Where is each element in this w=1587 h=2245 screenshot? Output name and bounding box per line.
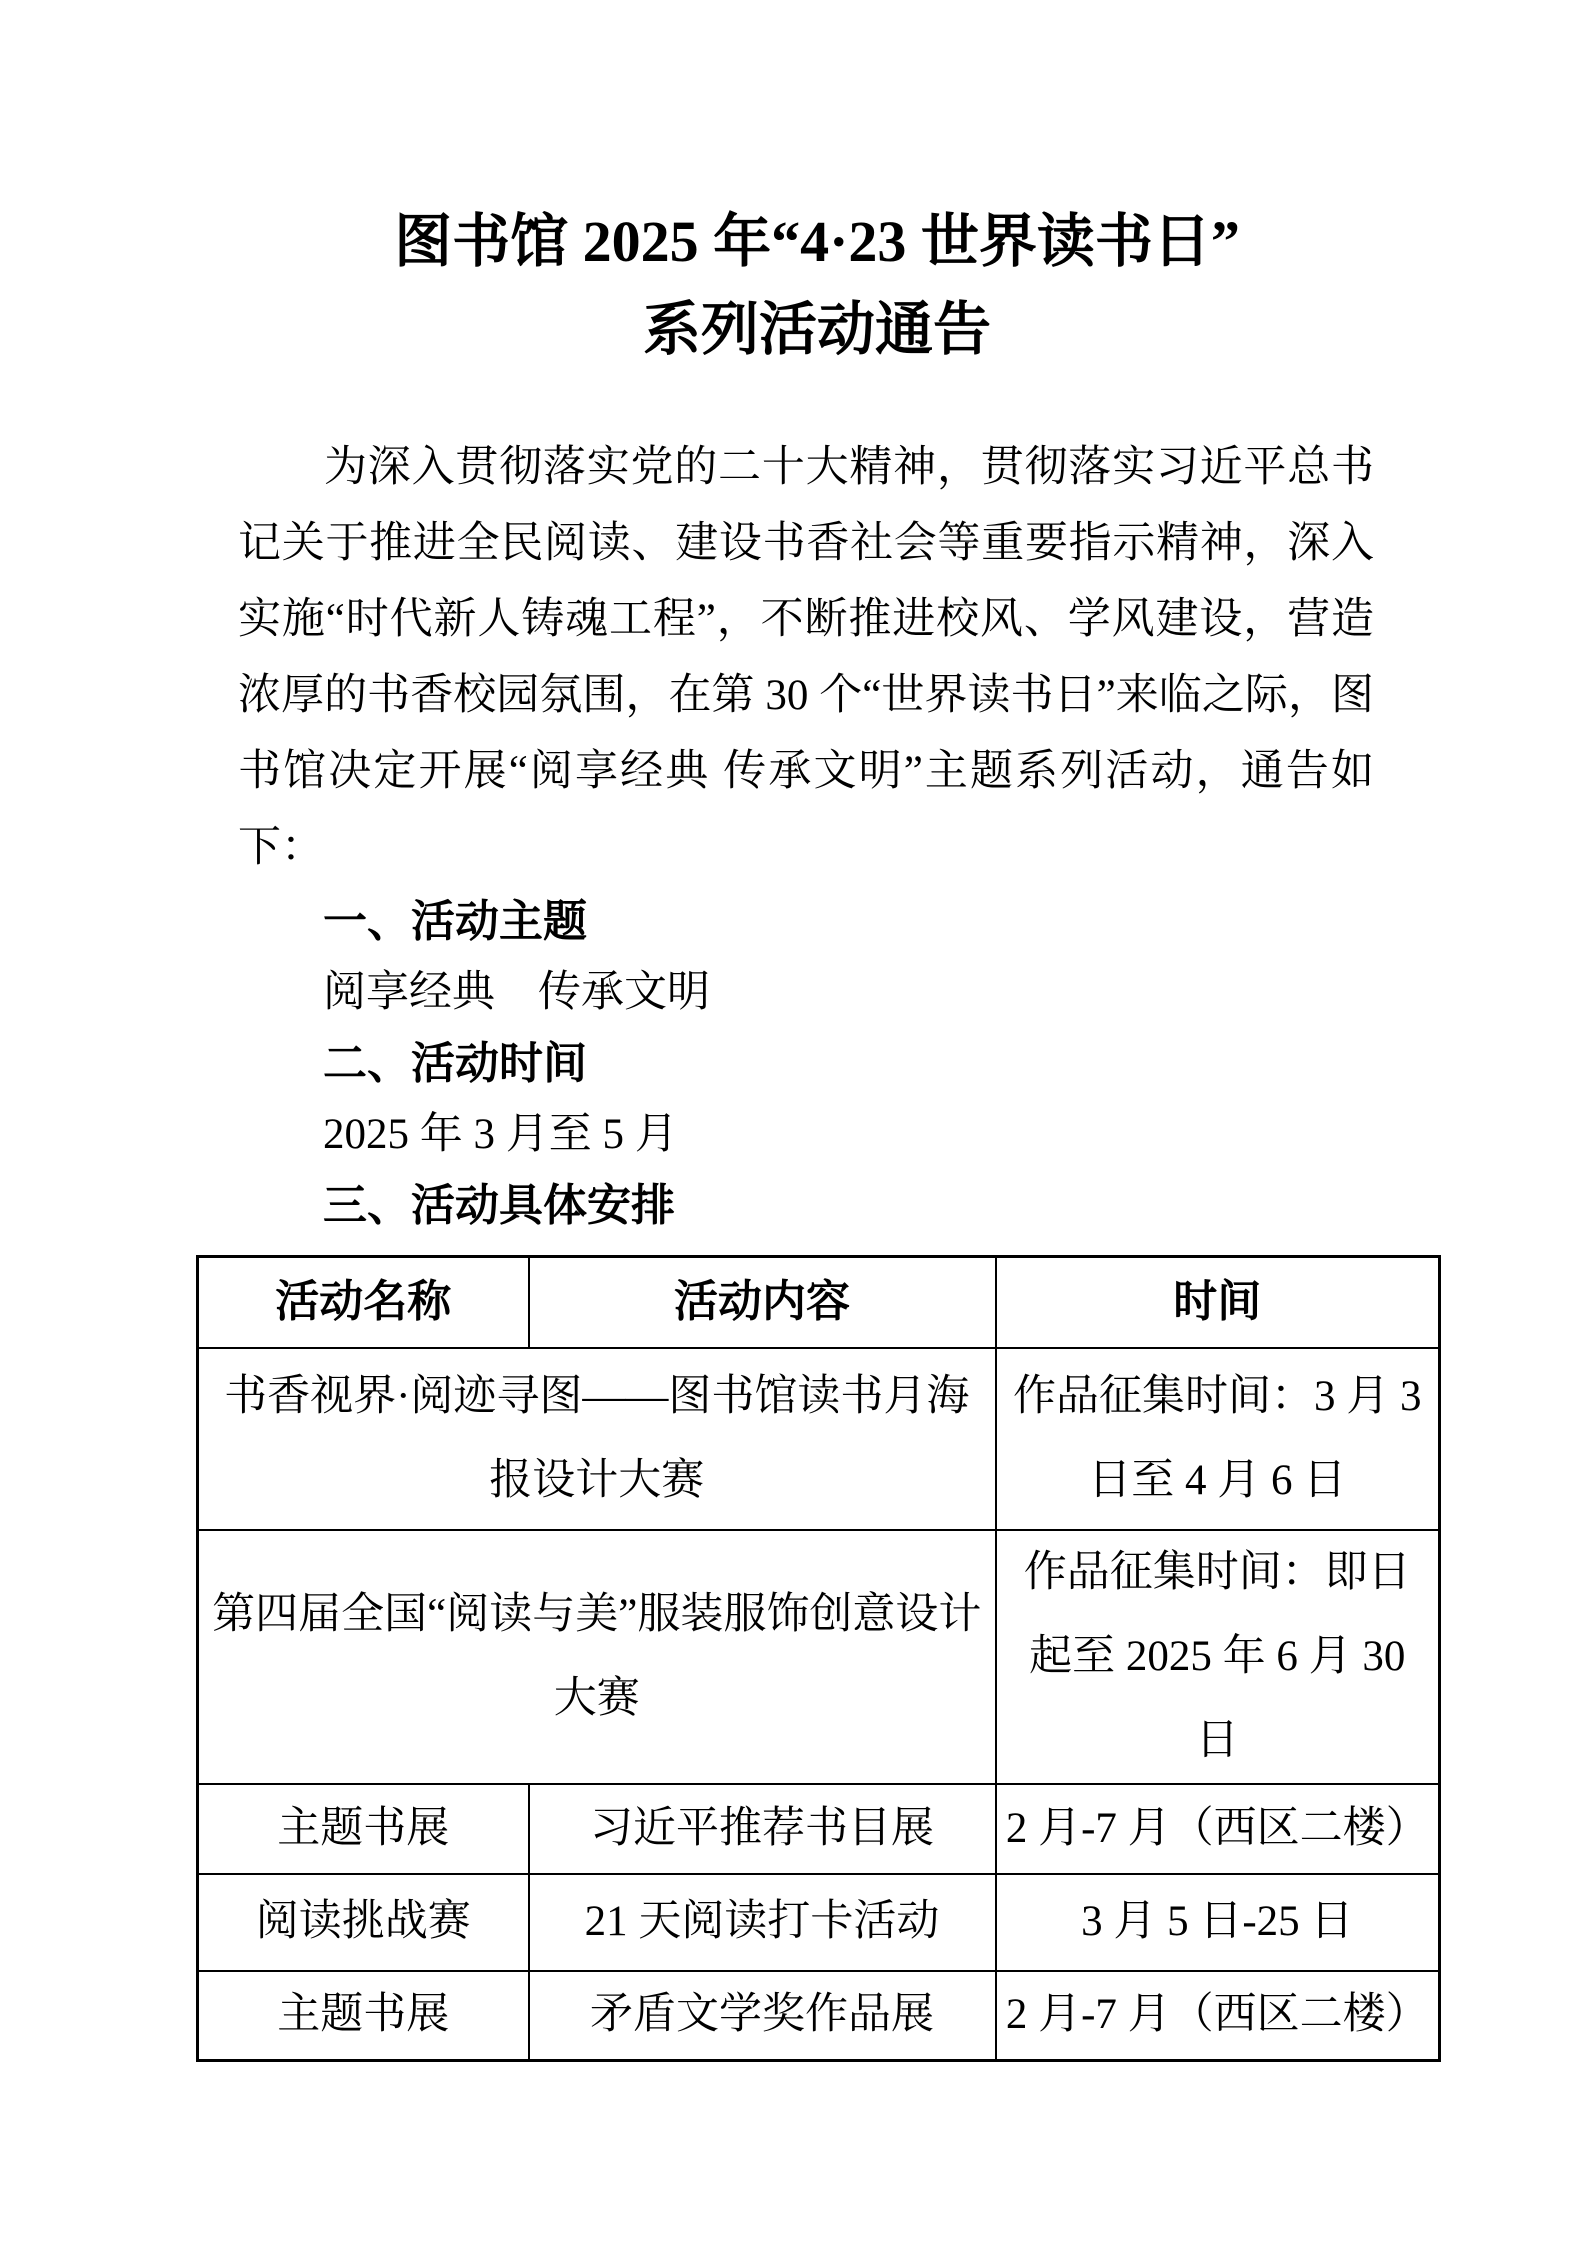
- activity-time-cell: 作品征集时间：3 月 3 日至 4 月 6 日: [996, 1348, 1440, 1530]
- activity-content-cell: 矛盾文学奖作品展: [529, 1971, 996, 2061]
- section-1-content: 阅享经典 传承文明: [323, 969, 710, 1016]
- activity-time-cell: 3 月 5 日-25 日: [996, 1874, 1440, 1971]
- activity-content-cell: 21 天阅读打卡活动: [529, 1874, 996, 1971]
- intro-paragraph: 为深入贯彻落实党的二十大精神，贯彻落实习近平总书记关于推进全民阅读、建设书香社会等重要指示精神，深入实施“时代新人铸魂工程”，不断推进校风、学风建设，营造浓厚的书香校园氛围，在第 30 个“世界读书日”来临之际，图书馆决定开展“阅享经典 传承文明”主题系列活动，通告如下：: [238, 444, 1374, 871]
- table-row: [198, 1348, 1440, 1530]
- activity-time-cell: 2 月-7 月（西区二楼）: [996, 1784, 1440, 1874]
- table-row: [198, 1874, 1440, 1971]
- table-row: [198, 1530, 1440, 1784]
- section-2-content: 2025 年 3 月至 5 月: [323, 1111, 678, 1158]
- table-header-row: [198, 1257, 1440, 1348]
- title-line-1: 图书馆 2025 年“4·23 世界读书日”: [394, 209, 1240, 274]
- activity-name-cell: 主题书展: [198, 1784, 529, 1874]
- activity-content-cell: 习近平推荐书目展: [529, 1784, 996, 1874]
- document-title: [196, 198, 1438, 374]
- section-2-heading: 二、活动时间: [323, 1039, 587, 1088]
- table-row: [198, 1971, 1440, 2061]
- title-line-2: 系列活动通告: [642, 297, 991, 362]
- table-row: [198, 1784, 1440, 1874]
- col-header-activity-name: 活动名称: [198, 1257, 529, 1348]
- activity-name-cell: 阅读挑战赛: [198, 1874, 529, 1971]
- activities-table: [196, 1255, 1441, 2062]
- section-1-heading: 一、活动主题: [323, 897, 587, 946]
- col-header-activity-content: 活动内容: [529, 1257, 996, 1348]
- col-header-time: 时间: [996, 1257, 1440, 1348]
- activity-time-cell: 2 月-7 月（西区二楼）: [996, 1971, 1440, 2061]
- activity-name-cell: 书香视界·阅迹寻图——图书馆读书月海报设计大赛: [198, 1348, 996, 1530]
- activity-name-cell: 第四届全国“阅读与美”服装服饰创意设计大赛: [198, 1530, 996, 1784]
- activity-time-cell: 作品征集时间：即日起至 2025 年 6 月 30 日: [996, 1530, 1440, 1784]
- section-3-heading: 三、活动具体安排: [323, 1181, 675, 1230]
- activity-name-cell: 主题书展: [198, 1971, 529, 2061]
